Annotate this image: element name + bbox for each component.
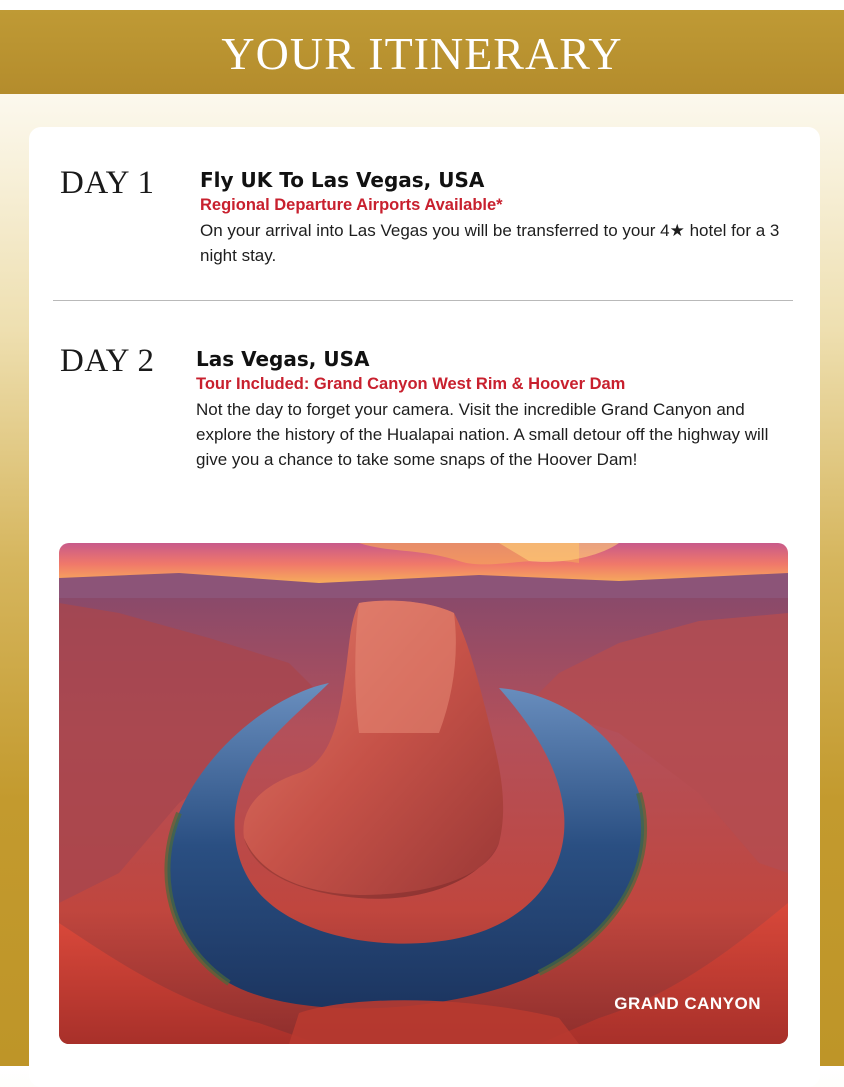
day-2-section <box>60 343 800 523</box>
day-2-label: DAY 2 <box>60 343 155 379</box>
top-strip <box>0 0 844 10</box>
photo-caption: GRAND CANYON <box>614 994 761 1013</box>
page-title: YOUR ITINERARY <box>221 27 623 79</box>
day-1-subtitle: Regional Departure Airports Available* <box>200 196 503 214</box>
grand-canyon-photo <box>59 543 788 1044</box>
day-1-description: On your arrival into Las Vegas you will be transferred to your 4★ hotel for a 3 night stay. <box>200 221 780 265</box>
day-1-section <box>60 165 800 295</box>
day-2-subtitle: Tour Included: Grand Canyon West Rim & Hoover Dam <box>196 375 626 393</box>
day-divider <box>53 300 793 301</box>
day-1-title: Fly UK To Las Vegas, USA <box>200 168 485 192</box>
day-1-body <box>200 168 810 268</box>
horseshoe-bend-illustration <box>59 543 788 1044</box>
day-2-body <box>196 347 791 472</box>
day-2-title: Las Vegas, USA <box>196 347 370 371</box>
itinerary-card <box>29 127 820 1087</box>
day-1-label: DAY 1 <box>60 165 155 201</box>
day-2-description: Not the day to forget your camera. Visit the incredible Grand Canyon and explore the history of the Hualapai nation. A small detour off the highway will give you a chance to take some snaps of the Hoover Dam! <box>196 400 769 469</box>
header-bar <box>0 10 844 94</box>
